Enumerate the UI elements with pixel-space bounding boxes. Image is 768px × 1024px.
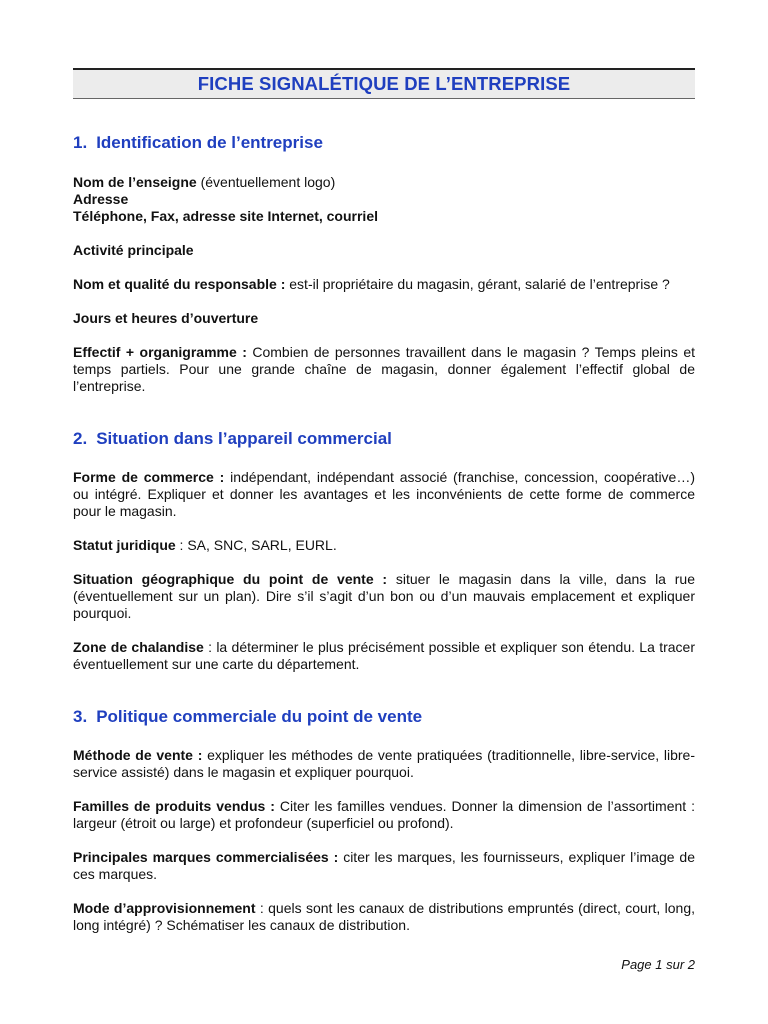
field-methode-vente <box>73 747 695 781</box>
field-label: Méthode de vente : <box>73 747 203 763</box>
field-label: Activité principale <box>73 242 194 258</box>
field-label: Mode d’approvisionnement <box>73 900 256 916</box>
field-label: Nom et qualité du responsable : <box>73 276 286 292</box>
field-statut-juridique <box>73 537 695 554</box>
field-approvisionnement <box>73 900 695 934</box>
field-label: Situation géographique du point de vente : <box>73 571 388 587</box>
section-title: Politique commerciale du point de vente <box>96 707 423 726</box>
field-label: Jours et heures d’ouverture <box>73 310 259 326</box>
field-familles-produits <box>73 798 695 832</box>
section-number: 1. <box>73 133 88 152</box>
field-text: Combien de personnes travaillent dans le magasin ? Temps pleins et temps partiels. Pour une grande chaîne de magasin, donner également l’effectif global de l’entreprise. <box>73 344 695 394</box>
field-text: (éventuellement logo) <box>196 174 336 190</box>
field-text: situer le magasin dans la ville, dans la rue (éventuellement sur un plan). Dire s’il s’agit d’un bon ou d’un mauvais emplacement et expliquer pourquoi. <box>73 571 695 621</box>
field-text: expliquer les méthodes de vente pratiquées (traditionnelle, libre-service, libre-service assisté) dans le magasin et expliquer pourquoi. <box>73 747 695 780</box>
field-responsable <box>73 276 695 293</box>
title-banner <box>73 68 695 99</box>
section-heading-identification <box>73 133 695 153</box>
field-label: Zone de chalandise <box>73 639 204 655</box>
field-label: Principales marques commercialisées : <box>73 849 339 865</box>
section-number: 2. <box>73 429 88 448</box>
field-text: indépendant, indépendant associé (franchise, concession, coopérative…) ou intégré. Expliquer et donner les avantages et les inconvénients de cette forme de commerce pour le magasin. <box>73 469 695 519</box>
field-effectif <box>73 344 695 395</box>
field-label: Forme de commerce : <box>73 469 225 485</box>
identification-block <box>73 174 695 225</box>
field-situation-geographique <box>73 571 695 622</box>
field-label: Téléphone, Fax, adresse site Internet, courriel <box>73 208 378 224</box>
document-title: FICHE SIGNALÉTIQUE DE L’ENTREPRISE <box>197 73 571 94</box>
field-text: citer les marques, les fournisseurs, expliquer l’image de ces marques. <box>73 849 695 882</box>
section-title: Situation dans l’appareil commercial <box>96 429 392 448</box>
field-label: Adresse <box>73 191 129 207</box>
field-label: Familles de produits vendus : <box>73 798 275 814</box>
field-text: : SA, SNC, SARL, EURL. <box>175 537 337 553</box>
field-label: Effectif + organigramme : <box>73 344 247 360</box>
field-text: Citer les familles vendues. Donner la dimension de l’assortiment : largeur (étroit ou large) et profondeur (superficiel ou profond). <box>73 798 696 831</box>
page-number: Page 1 sur 2 <box>621 957 695 972</box>
field-text: : quels sont les canaux de distributions empruntés (direct, court, long, long intégré) ? Schématiser les canaux de distribution. <box>73 900 695 933</box>
field-activite <box>73 242 695 259</box>
document-page <box>73 68 695 934</box>
field-label: Statut juridique <box>73 537 176 553</box>
section-title: Identification de l’entreprise <box>96 133 323 152</box>
section-heading-politique <box>73 707 695 727</box>
field-horaires <box>73 310 695 327</box>
section-heading-situation <box>73 429 695 449</box>
section-number: 3. <box>73 707 88 726</box>
field-forme-commerce <box>73 469 695 520</box>
field-label: Nom de l’enseigne <box>73 174 197 190</box>
field-text: est-il propriétaire du magasin, gérant, salarié de l’entreprise ? <box>285 276 670 292</box>
field-text: : la déterminer le plus précisément possible et expliquer son étendu. La tracer éventuellement sur une carte du département. <box>73 639 695 672</box>
field-zone-chalandise <box>73 639 695 673</box>
field-marques <box>73 849 695 883</box>
